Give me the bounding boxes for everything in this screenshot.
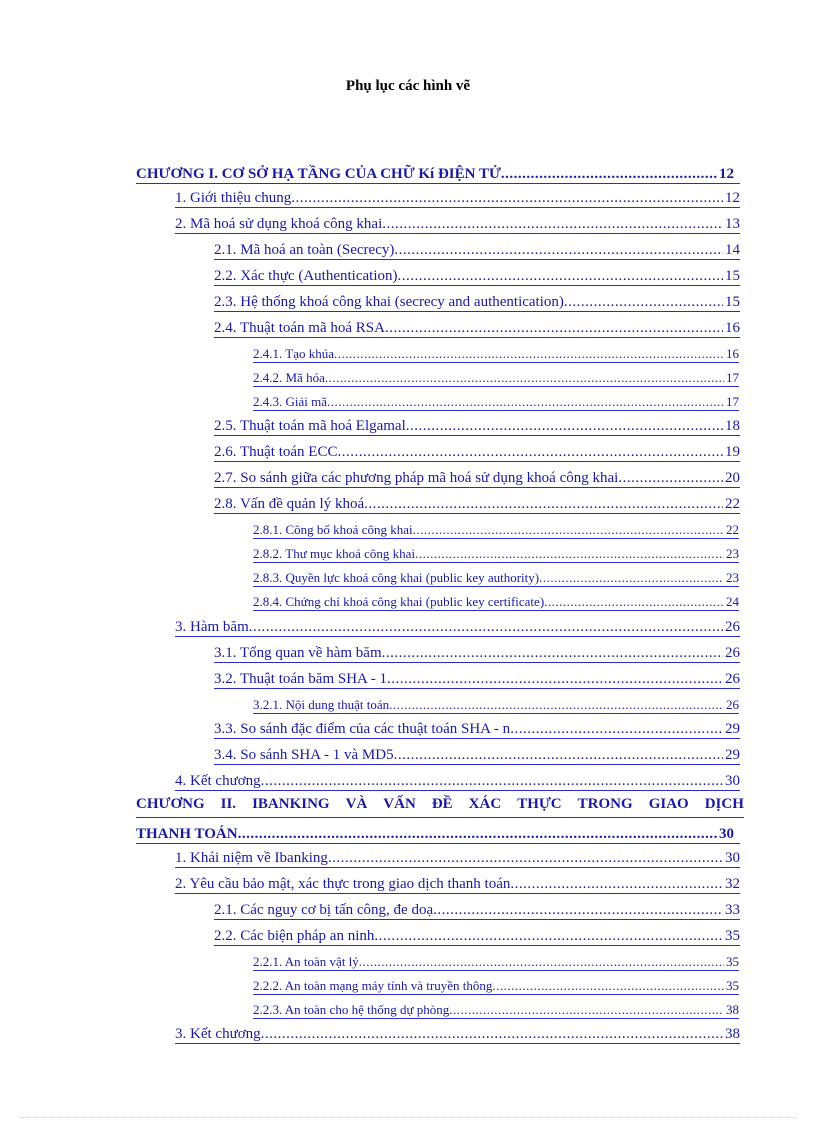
- toc-entry[interactable]: [175, 214, 740, 234]
- toc-entry[interactable]: [214, 926, 740, 946]
- toc-entry[interactable]: [214, 643, 740, 663]
- toc-entry[interactable]: [214, 745, 740, 765]
- toc-entry[interactable]: [214, 669, 740, 689]
- toc-entry-text: 2.7. So sánh giữa các phương pháp mã hoá sử dụng khoá công khai: [214, 470, 619, 486]
- toc-entry-page: 26: [726, 697, 739, 712]
- toc-entry[interactable]: [175, 188, 740, 208]
- toc-entry-text: 2. Yêu cầu bảo mật, xác thực trong giao dịch thanh toán: [175, 876, 511, 892]
- toc-entry[interactable]: [253, 569, 739, 587]
- toc-entry-text: 2.1. Các nguy cơ bị tấn công, đe doạ: [214, 902, 434, 918]
- toc-entry[interactable]: [214, 318, 740, 338]
- toc-entry-page: 14: [725, 242, 740, 258]
- toc-entry-text: 3. Kết chương: [175, 1026, 261, 1042]
- toc-entry-text: THANH TOÁN: [136, 826, 238, 842]
- toc-entry[interactable]: [253, 977, 739, 995]
- toc-entry[interactable]: [214, 292, 740, 312]
- toc-entry-page: 35: [726, 954, 739, 969]
- toc-entry-page: 16: [726, 346, 739, 361]
- toc-entry[interactable]: [175, 1024, 740, 1044]
- toc-entry-text: 2.2.1. An toàn vật lý: [253, 954, 359, 969]
- page-title: Phụ lục các hình vẽ: [345, 78, 471, 94]
- toc-entry-page: 22: [725, 496, 740, 512]
- toc-entry-text: 2.1. Mã hoá an toàn (Secrecy): [214, 242, 395, 258]
- toc-entry[interactable]: [253, 345, 739, 363]
- toc-entry-page: 12: [719, 166, 734, 182]
- toc-word: ĐỀ: [431, 796, 453, 812]
- toc-entry[interactable]: [253, 1001, 739, 1019]
- toc-entry-page: 15: [725, 268, 740, 284]
- toc-entry-text: 2.2. Xác thực (Authentication): [214, 268, 398, 284]
- toc-entry-page: 18: [725, 418, 740, 434]
- toc-entry-page: 17: [726, 394, 739, 409]
- page-bottom-divider: [20, 1117, 796, 1118]
- toc-entry[interactable]: [214, 266, 740, 286]
- toc-word: IBANKING: [252, 796, 330, 812]
- toc-word: VÀ: [345, 796, 368, 812]
- toc-entry-text: 1. Giới thiệu chung: [175, 190, 292, 206]
- toc-entry-page: 35: [726, 978, 739, 993]
- toc-word: CHƯƠNG: [136, 796, 205, 812]
- toc-entry-page: 26: [725, 619, 740, 635]
- toc-entry-text: 2.4.1. Tạo khúa: [253, 346, 334, 361]
- toc-entry[interactable]: [214, 900, 740, 920]
- toc-entry-page: 32: [725, 876, 740, 892]
- toc-entry[interactable]: [214, 240, 740, 260]
- toc-entry-page: 26: [725, 671, 740, 687]
- toc-entry-page: 12: [725, 190, 740, 206]
- toc-entry-text: 3.2. Thuật toán băm SHA - 1: [214, 671, 388, 687]
- toc-entry[interactable]: [175, 848, 740, 868]
- toc-entry-text: 2.4. Thuật toán mã hoá RSA: [214, 320, 385, 336]
- toc-entry[interactable]: [214, 719, 740, 739]
- toc-entry-page: 38: [725, 1026, 740, 1042]
- toc-entry-page: 26: [725, 645, 740, 661]
- toc-entry-text: 2.8. Vấn đề quản lý khoá: [214, 496, 365, 512]
- toc-entry-page: 19: [725, 444, 740, 460]
- toc-entry[interactable]: [214, 494, 740, 514]
- toc-entry-page: 38: [726, 1002, 739, 1017]
- toc-entry-text: 2.5. Thuật toán mã hoá Elgamal: [214, 418, 406, 434]
- toc-entry-page: 35: [725, 928, 740, 944]
- toc-entry-page: 16: [725, 320, 740, 336]
- toc-entry[interactable]: [175, 771, 740, 791]
- toc-chapter-2-line1[interactable]: [136, 796, 744, 818]
- toc-word: II.: [220, 796, 237, 812]
- toc-word: VẤN: [383, 796, 416, 812]
- toc-entry-text: 2.3. Hệ thống khoá công khai (secrecy and authentication): [214, 294, 564, 310]
- toc-entry-page: 24: [726, 594, 739, 609]
- toc-chapter-1[interactable]: [136, 162, 740, 184]
- toc-word: GIAO: [648, 796, 689, 812]
- toc-entry-page: 13: [725, 216, 740, 232]
- toc-entry-text: 2. Mã hoá sử dụng khoá công khai: [175, 216, 383, 232]
- toc-entry-text: 3.3. So sánh đặc điểm của các thuật toán SHA - n: [214, 721, 511, 737]
- toc-entry-page: 20: [725, 470, 740, 486]
- toc-entry[interactable]: [253, 696, 739, 714]
- toc-entry[interactable]: [253, 953, 739, 971]
- toc-entry[interactable]: [253, 369, 739, 387]
- toc-entry-page: 15: [725, 294, 740, 310]
- toc-entry-text: 2.6. Thuật toán ECC: [214, 444, 338, 460]
- toc-entry-text: 2.8.1. Công bố khoá công khai: [253, 522, 413, 537]
- toc-entry-page: 33: [725, 902, 740, 918]
- toc-entry-text: 4. Kết chương: [175, 773, 261, 789]
- toc-entry-text: 2.8.3. Quyền lực khoá công khai (public key authority): [253, 570, 540, 585]
- toc-entry-text: 2.4.3. Giải mã: [253, 394, 328, 409]
- toc-entry[interactable]: [175, 874, 740, 894]
- toc-entry-text: 3. Hàm băm: [175, 619, 249, 635]
- toc-entry-page: 29: [725, 721, 740, 737]
- toc-entry-text: 3.2.1. Nội dung thuật toán: [253, 697, 390, 712]
- toc-word: TRONG: [577, 796, 633, 812]
- toc-entry[interactable]: [214, 416, 740, 436]
- toc-entry-page: 17: [726, 370, 739, 385]
- toc-word: XÁC: [468, 796, 502, 812]
- toc-entry[interactable]: [253, 393, 739, 411]
- toc-entry-page: 30: [725, 773, 740, 789]
- toc-entry-text: 3.4. So sánh SHA - 1 và MD5: [214, 747, 394, 763]
- toc-entry-page: 30: [725, 850, 740, 866]
- toc-entry-text: 1. Khái niệm về Ibanking: [175, 850, 328, 866]
- toc-entry-text: 2.4.2. Mã hóa: [253, 370, 325, 385]
- toc-word: DỊCH: [704, 796, 744, 812]
- toc-chapter-2-line2[interactable]: [136, 822, 740, 844]
- toc-entry[interactable]: [175, 617, 740, 637]
- toc-entry-text: 2.8.4. Chứng chỉ khoá công khai (public key certificate): [253, 594, 545, 609]
- toc-entry-page: 23: [726, 570, 739, 585]
- toc-entry-text: 2.2.3. An toàn cho hệ thống dự phòng: [253, 1002, 450, 1017]
- toc-entry-page: 30: [719, 826, 734, 842]
- toc-entry-page: 22: [726, 522, 739, 537]
- toc-entry-text: 2.8.2. Thư mục khoá công khai: [253, 546, 416, 561]
- toc-entry-text: 2.2. Các biện pháp an ninh: [214, 928, 375, 944]
- toc-entry-page: 23: [726, 546, 739, 561]
- toc-entry-text: CHƯƠNG I. CƠ SỞ HẠ TẦNG CỦA CHỮ Kí ĐIỆN TỬ: [136, 166, 501, 182]
- toc-entry[interactable]: [214, 442, 740, 462]
- toc-entry-text: 2.2.2. An toàn mạng máy tính và truyền thông: [253, 978, 493, 993]
- toc-entry[interactable]: [253, 521, 739, 539]
- toc-entry[interactable]: [253, 545, 739, 563]
- toc-entry[interactable]: [214, 468, 740, 488]
- toc-word: THỰC: [517, 796, 562, 812]
- toc-entry[interactable]: [253, 593, 739, 611]
- toc-entry-text: 3.1. Tổng quan về hàm băm: [214, 645, 382, 661]
- toc-entry-page: 29: [725, 747, 740, 763]
